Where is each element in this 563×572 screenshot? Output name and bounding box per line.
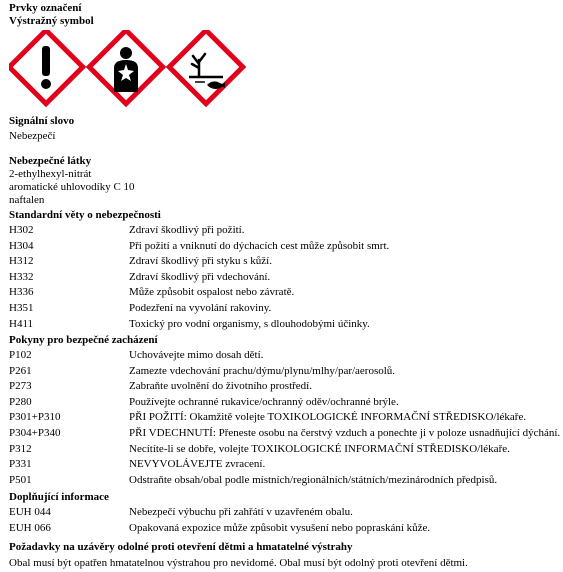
statement-text: Necítíte-li se dobře, volejte TOXIKOLOGICKÉ INFORMAČNÍ STŘEDISKO/lékaře. — [129, 442, 510, 455]
statement-code: P331 — [9, 458, 32, 471]
statement-text: Používejte ochranné rukavice/ochranný oděv/ochranné brýle. — [129, 395, 399, 408]
hazardous-substances-section — [9, 155, 559, 207]
statement-code: P301+P310 — [9, 411, 61, 424]
precautionary-statement-row — [9, 348, 559, 364]
hazard-pictograms — [9, 30, 249, 110]
statement-text: Zamezte vdechování prachu/dýmu/plynu/mlhy/par/aerosolů. — [129, 364, 396, 377]
precautionary-statement-row — [9, 395, 559, 411]
supplementary-list — [9, 505, 559, 536]
statement-code: H336 — [9, 286, 34, 299]
environment-pictogram — [169, 30, 243, 104]
statement-text: Nebezpečí výbuchu při zahřátí v uzavřeném obalu. — [129, 506, 353, 518]
signal-word-section — [9, 115, 559, 143]
statement-text: PŘI VDECHNUTÍ: Přeneste osobu na čerstvý vzduch a ponechte ji v poloze usnadňující dýchání. — [129, 426, 561, 439]
symbol-heading: Výstražný symbol — [9, 15, 94, 27]
hazard-statements-list — [9, 223, 559, 332]
supplementary-heading: Doplňující informace — [9, 491, 109, 503]
statement-code: EUH 044 — [9, 506, 51, 518]
health-hazard-pictogram — [89, 30, 163, 104]
hazard-statements-heading: Standardní věty o nebezpečnosti — [9, 209, 161, 221]
statement-code: H304 — [9, 239, 34, 252]
statement-text: Uchovávejte mimo dosah dětí. — [129, 349, 264, 361]
statement-code: P312 — [9, 442, 32, 455]
pictogram-row — [9, 30, 249, 110]
signal-word-heading: Signální slovo — [9, 115, 75, 127]
statement-code: P280 — [9, 395, 32, 408]
statement-text: Odstraňte obsah/obal podle místních/regionálních/státních/mezinárodních předpisů. — [129, 473, 498, 486]
statement-code: P273 — [9, 380, 32, 393]
signal-word: Nebezpečí — [9, 130, 56, 142]
statement-code: H332 — [9, 270, 34, 283]
precautionary-statement-row — [9, 364, 559, 380]
statement-code: H302 — [9, 224, 34, 236]
precautionary-statement-row — [9, 442, 559, 458]
exclamation-mark-pictogram — [9, 30, 83, 104]
statement-text: Zdraví škodlivý při styku s kůží. — [129, 255, 272, 268]
hazard-statement-row — [9, 285, 559, 301]
child-resistant-text: Obal musí být opatřen hmatatelnou výstrahou pro nevidomé. Obal musí být odolný proti otevření dětmi. — [9, 557, 468, 569]
hazard-statement-row — [9, 223, 559, 239]
supplementary-row — [9, 521, 559, 537]
statement-text: Zdraví škodlivý při požití. — [129, 224, 245, 236]
substance-item: aromatické uhlovodíky C 10 — [9, 181, 135, 193]
statement-code: EUH 066 — [9, 521, 51, 534]
statement-text: Zdraví škodlivý při vdechování. — [129, 270, 271, 283]
precautionary-statements-list — [9, 348, 559, 488]
section-title: Prvky označení — [9, 2, 82, 14]
statement-code: P261 — [9, 364, 32, 377]
supplementary-info-section — [9, 491, 559, 536]
statement-text: Může způsobit ospalost nebo závratě. — [129, 286, 295, 299]
statement-code: H351 — [9, 301, 34, 314]
statement-text: Opakovaná expozice může způsobit vysušení nebo popraskání kůže. — [129, 521, 431, 534]
substance-item: 2-ethylhexyl-nitrát — [9, 168, 92, 180]
statement-code: P304+P340 — [9, 426, 61, 439]
precautionary-statement-row — [9, 457, 559, 473]
precautionary-statement-row — [9, 410, 559, 426]
statement-code: H312 — [9, 255, 34, 268]
statement-text: PŘI POŽITÍ: Okamžitě volejte TOXIKOLOGICKÉ INFORMAČNÍ STŘEDISKO/lékaře. — [129, 411, 527, 424]
precautionary-statements-section — [9, 334, 559, 488]
statement-code: P102 — [9, 349, 32, 361]
hazard-statement-row — [9, 301, 559, 317]
hazard-statement-row — [9, 270, 559, 286]
hazard-statement-row — [9, 317, 559, 333]
hazard-statement-row — [9, 254, 559, 270]
child-resistant-section — [9, 541, 559, 570]
statement-text: Toxický pro vodní organismy, s dlouhodobými účinky. — [129, 317, 370, 330]
substance-item: naftalen — [9, 194, 45, 206]
supplementary-row — [9, 505, 559, 521]
precautionary-statement-row — [9, 473, 559, 489]
statement-text: Při požití a vniknutí do dýchacích cest může způsobit smrt. — [129, 239, 390, 252]
precautionary-statement-row — [9, 426, 559, 442]
precautionary-statement-row — [9, 379, 559, 395]
precautionary-heading: Pokyny pro bezpečné zacházení — [9, 334, 158, 346]
hazard-statements-section — [9, 209, 559, 332]
child-resistant-heading: Požadavky na uzávěry odolné proti otevření dětmi a hmatatelné výstrahy — [9, 541, 353, 553]
statement-code: P501 — [9, 473, 32, 486]
hazardous-substances-heading: Nebezpečné látky — [9, 155, 92, 167]
statement-text: NEVYVOLÁVEJTE zvracení. — [129, 458, 266, 471]
statement-text: Podezření na vyvolání rakoviny. — [129, 301, 272, 314]
hazard-statement-row — [9, 239, 559, 255]
statement-text: Zabraňte uvolnění do životního prostředí. — [129, 380, 312, 393]
statement-code: H411 — [9, 317, 34, 330]
